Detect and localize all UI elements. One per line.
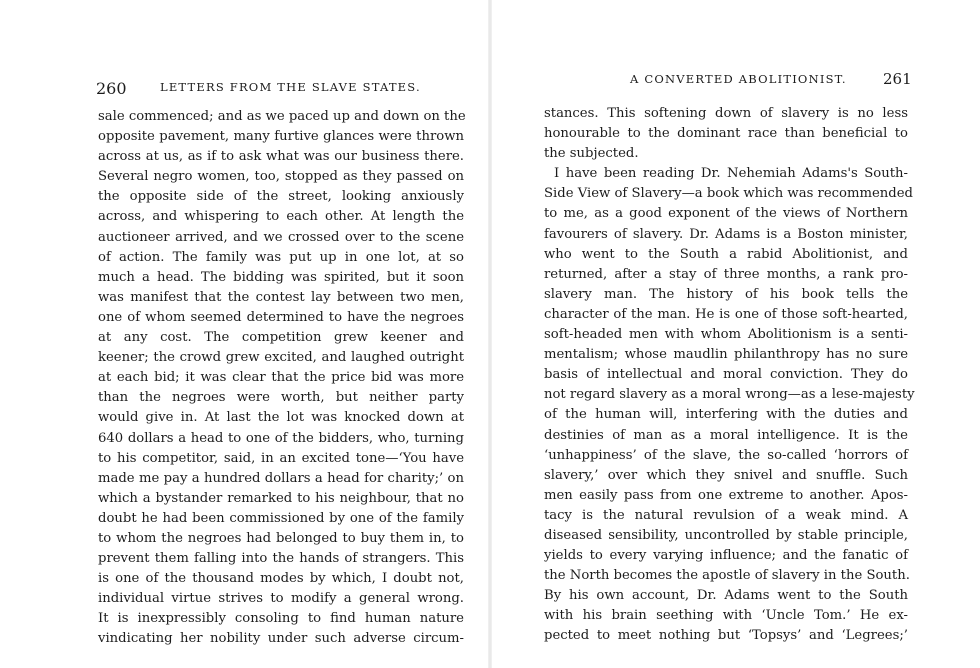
left-page-body bbox=[98, 107, 464, 650]
text-line: character of the man. He is one of those soft-hearted, bbox=[544, 306, 908, 322]
text-line: tacy is the natural revulsion of a weak mind. A bbox=[544, 507, 908, 523]
text-line: doubt he had been commissioned by one of the family bbox=[98, 510, 464, 526]
text-line: Side View of Slavery—a book which was recommended bbox=[544, 186, 913, 202]
text-line: at each bid; it was clear that the price bid was more bbox=[98, 370, 464, 386]
text-line: the subjected. bbox=[544, 146, 639, 162]
text-line: prevent them falling into the hands of strangers. This bbox=[98, 551, 464, 567]
text-line: men easily pass from one extreme to another. Apos- bbox=[544, 487, 908, 503]
text-line: By his own account, Dr. Adams went to the South bbox=[544, 588, 908, 604]
text-line: diseased sensibility, uncontrolled by stable principle, bbox=[544, 527, 908, 543]
text-line: auctioneer arrived, and we crossed over to the scene bbox=[98, 229, 464, 245]
text-line: than the negroes were worth, but neither party bbox=[98, 390, 464, 406]
text-line: is one of the thousand modes by which, I doubt not, bbox=[98, 571, 464, 587]
text-line: slavery man. The history of his book tells the bbox=[544, 286, 908, 302]
left-running-head: LETTERS FROM THE SLAVE STATES. bbox=[160, 80, 421, 94]
text-line: across, and whispering to each other. At length the bbox=[98, 209, 464, 225]
text-line: It is inexpressibly consoling to find human nature bbox=[98, 611, 464, 627]
text-line: made me pay a hundred dollars a head for charity;’ on bbox=[98, 470, 464, 486]
text-line: destinies of man as a moral intelligence. It is the bbox=[544, 427, 908, 443]
text-line: would give in. At last the lot was knocked down at bbox=[98, 410, 464, 426]
text-line: who went to the South a rabid Abolitionist, and bbox=[544, 246, 908, 262]
right-page bbox=[490, 0, 980, 668]
text-line: which a bystander remarked to his neighbour, that no bbox=[98, 490, 464, 506]
text-line: of action. The family was put up in one lot, at so bbox=[98, 249, 464, 265]
text-line: opposite pavement, many furtive glances were thrown bbox=[98, 129, 464, 145]
text-line: ‘unhappiness’ of the slave, the so-called ‘horrors of bbox=[544, 447, 908, 463]
text-line: vindicating her nobility under such adverse circum- bbox=[98, 631, 464, 647]
text-line: at any cost. The competition grew keener and bbox=[98, 330, 464, 346]
text-line: favourers of slavery. Dr. Adams is a Boston minister, bbox=[544, 226, 908, 242]
text-line: stances. This softening down of slavery is no less bbox=[544, 106, 908, 121]
text-line: basis of intellectual and moral conviction. They do bbox=[544, 367, 908, 383]
text-line: sale commenced; and as we paced up and down on the bbox=[98, 109, 466, 124]
text-line: one of whom seemed determined to have the negroes bbox=[98, 309, 464, 325]
text-line: yields to every varying influence; and the fanatic of bbox=[544, 548, 908, 564]
right-page-number: 261 bbox=[883, 70, 912, 88]
text-line: to me, as a good exponent of the views of Northern bbox=[544, 206, 908, 222]
text-line: Several negro women, too, stopped as they passed on bbox=[98, 169, 464, 185]
text-line: was manifest that the contest lay between two men, bbox=[98, 289, 464, 305]
text-line: keener; the crowd grew excited, and laughed outright bbox=[98, 350, 464, 366]
text-line: pected to meet nothing but ‘Topsys’ and ‘Legrees;’ bbox=[544, 628, 908, 644]
text-line: across at us, as if to ask what was our business there. bbox=[98, 149, 464, 165]
text-line: mentalism; whose maudlin philanthropy has no sure bbox=[544, 347, 908, 363]
text-line: honourable to the dominant race than beneficial to bbox=[544, 126, 908, 142]
text-line: the North becomes the apostle of slavery in the South. bbox=[544, 568, 910, 584]
right-page-body bbox=[544, 104, 915, 647]
text-line: soft-headed men with whom Abolitionism is a senti- bbox=[544, 327, 908, 343]
text-line: the opposite side of the street, looking anxiously bbox=[98, 189, 464, 205]
text-line: slavery,’ over which they snivel and snuffle. Such bbox=[544, 467, 908, 483]
text-line: I have been reading Dr. Nehemiah Adams's South- bbox=[554, 166, 908, 182]
left-page-number: 260 bbox=[96, 79, 127, 98]
text-line: to his competitor, said, in an excited tone—‘You have bbox=[98, 450, 464, 466]
text-line: to whom the negroes had belonged to buy them in, to bbox=[98, 530, 464, 546]
text-line: of the human will, interfering with the duties and bbox=[544, 407, 908, 423]
text-line: much a head. The bidding was spirited, but it soon bbox=[98, 269, 464, 285]
text-line: 640 dollars a head to one of the bidders, who, turning bbox=[98, 430, 464, 446]
text-line: not regard slavery as a moral wrong—as a lese-majesty bbox=[544, 387, 915, 403]
text-line: with his brain seething with ‘Uncle Tom.’ He ex- bbox=[544, 608, 908, 624]
right-running-head: A CONVERTED ABOLITIONIST. bbox=[630, 72, 847, 86]
text-line: returned, after a stay of three months, a rank pro- bbox=[544, 266, 908, 282]
text-line: individual virtue strives to modify a general wrong. bbox=[98, 591, 464, 607]
